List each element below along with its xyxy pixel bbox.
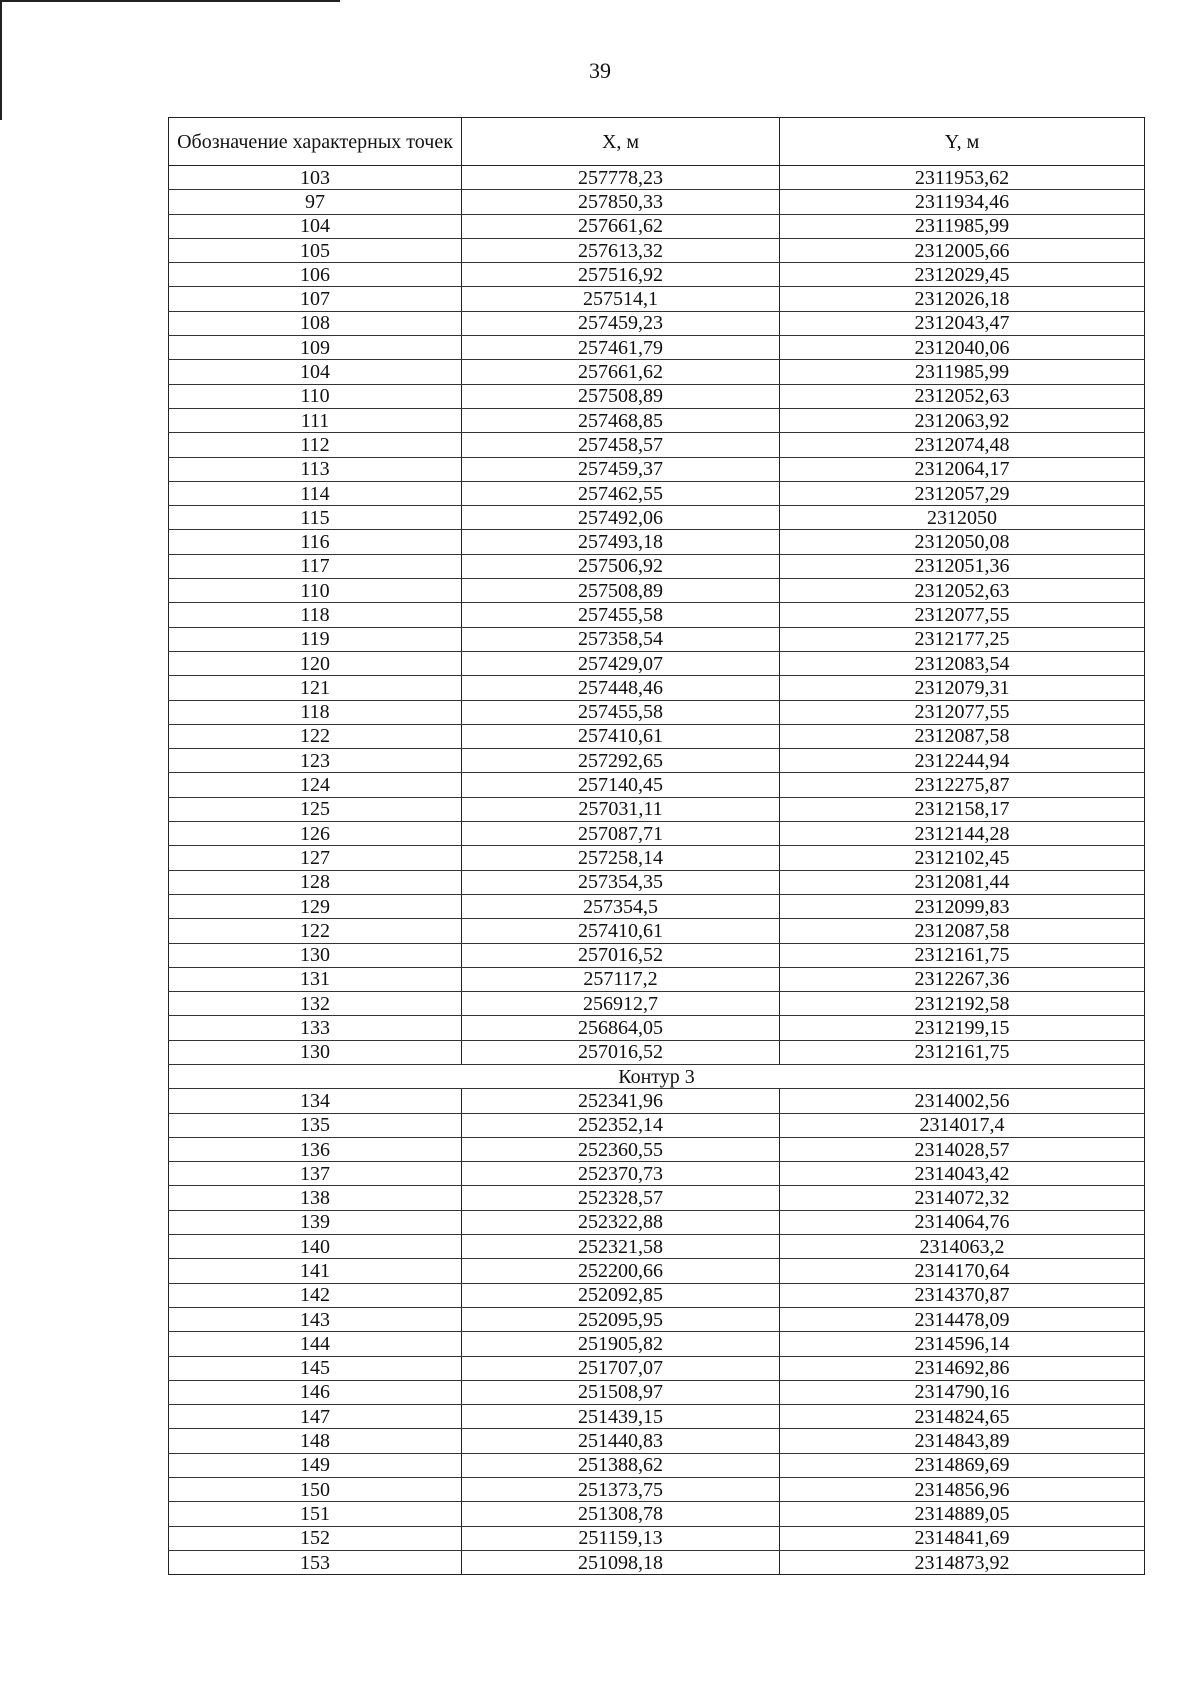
cell-x-value: 252370,73 xyxy=(462,1162,780,1186)
table-row xyxy=(169,1016,1145,1040)
table-row xyxy=(169,700,1145,724)
cell-y-value: 2312144,28 xyxy=(780,822,1145,846)
cell-x-value: 251439,15 xyxy=(462,1405,780,1429)
cell-x-value: 251388,62 xyxy=(462,1453,780,1477)
cell-y-value: 2312158,17 xyxy=(780,797,1145,821)
cell-point-id: 137 xyxy=(169,1162,462,1186)
table-row xyxy=(169,311,1145,335)
cell-x-value: 257410,61 xyxy=(462,919,780,943)
cell-y-value: 2312083,54 xyxy=(780,651,1145,675)
table-row xyxy=(169,214,1145,238)
cell-x-value: 257493,18 xyxy=(462,530,780,554)
cell-point-id: 141 xyxy=(169,1259,462,1283)
cell-y-value: 2314028,57 xyxy=(780,1137,1145,1161)
cell-x-value: 257778,23 xyxy=(462,166,780,190)
cell-x-value: 257506,92 xyxy=(462,554,780,578)
table-row xyxy=(169,238,1145,262)
table-row xyxy=(169,1356,1145,1380)
cell-x-value: 257117,2 xyxy=(462,967,780,991)
scan-edge-line-top xyxy=(0,0,340,2)
table-row xyxy=(169,1526,1145,1550)
table-row xyxy=(169,1478,1145,1502)
cell-x-value: 251098,18 xyxy=(462,1550,780,1574)
cell-x-value: 257514,1 xyxy=(462,287,780,311)
table-row xyxy=(169,894,1145,918)
cell-point-id: 121 xyxy=(169,676,462,700)
cell-x-value: 252360,55 xyxy=(462,1137,780,1161)
table-row xyxy=(169,481,1145,505)
cell-x-value: 251905,82 xyxy=(462,1332,780,1356)
cell-y-value: 2314170,64 xyxy=(780,1259,1145,1283)
table-row xyxy=(169,384,1145,408)
section-row xyxy=(169,1064,1145,1088)
table-row xyxy=(169,506,1145,530)
cell-x-value: 252095,95 xyxy=(462,1307,780,1331)
cell-point-id: 119 xyxy=(169,627,462,651)
cell-y-value: 2312081,44 xyxy=(780,870,1145,894)
cell-point-id: 153 xyxy=(169,1550,462,1574)
cell-point-id: 136 xyxy=(169,1137,462,1161)
cell-x-value: 257455,58 xyxy=(462,700,780,724)
cell-point-id: 118 xyxy=(169,700,462,724)
cell-point-id: 107 xyxy=(169,287,462,311)
cell-x-value: 251707,07 xyxy=(462,1356,780,1380)
cell-y-value: 2312052,63 xyxy=(780,579,1145,603)
table-row xyxy=(169,676,1145,700)
cell-y-value: 2311953,62 xyxy=(780,166,1145,190)
cell-y-value: 2312029,45 xyxy=(780,263,1145,287)
cell-point-id: 113 xyxy=(169,457,462,481)
cell-y-value: 2314869,69 xyxy=(780,1453,1145,1477)
page-number: 39 xyxy=(589,58,611,83)
cell-point-id: 151 xyxy=(169,1502,462,1526)
cell-y-value: 2312087,58 xyxy=(780,724,1145,748)
header-y-coordinate: Y, м xyxy=(780,118,1145,166)
cell-y-value: 2312192,58 xyxy=(780,992,1145,1016)
cell-point-id: 109 xyxy=(169,336,462,360)
cell-point-id: 105 xyxy=(169,238,462,262)
cell-x-value: 257850,33 xyxy=(462,190,780,214)
cell-x-value: 257613,32 xyxy=(462,238,780,262)
cell-y-value: 2312275,87 xyxy=(780,773,1145,797)
cell-y-value: 2311934,46 xyxy=(780,190,1145,214)
cell-y-value: 2314692,86 xyxy=(780,1356,1145,1380)
cell-x-value: 251159,13 xyxy=(462,1526,780,1550)
table-row xyxy=(169,1089,1145,1113)
table-row xyxy=(169,1405,1145,1429)
cell-point-id: 147 xyxy=(169,1405,462,1429)
cell-point-id: 112 xyxy=(169,433,462,457)
cell-x-value: 257448,46 xyxy=(462,676,780,700)
cell-y-value: 2312077,55 xyxy=(780,603,1145,627)
cell-x-value: 251440,83 xyxy=(462,1429,780,1453)
cell-x-value: 257140,45 xyxy=(462,773,780,797)
cell-point-id: 128 xyxy=(169,870,462,894)
cell-x-value: 257458,57 xyxy=(462,433,780,457)
table-row xyxy=(169,627,1145,651)
cell-x-value: 252092,85 xyxy=(462,1283,780,1307)
table-row xyxy=(169,967,1145,991)
table-row xyxy=(169,603,1145,627)
cell-y-value: 2312079,31 xyxy=(780,676,1145,700)
cell-point-id: 133 xyxy=(169,1016,462,1040)
cell-x-value: 252341,96 xyxy=(462,1089,780,1113)
cell-point-id: 124 xyxy=(169,773,462,797)
table-row xyxy=(169,724,1145,748)
table-header-row xyxy=(169,118,1145,166)
cell-point-id: 131 xyxy=(169,967,462,991)
cell-x-value: 257661,62 xyxy=(462,214,780,238)
cell-x-value: 257031,11 xyxy=(462,797,780,821)
cell-x-value: 257087,71 xyxy=(462,822,780,846)
cell-x-value: 257429,07 xyxy=(462,651,780,675)
cell-x-value: 257492,06 xyxy=(462,506,780,530)
cell-x-value: 257516,92 xyxy=(462,263,780,287)
cell-x-value: 257459,37 xyxy=(462,457,780,481)
cell-y-value: 2314856,96 xyxy=(780,1478,1145,1502)
cell-x-value: 257461,79 xyxy=(462,336,780,360)
table-row xyxy=(169,1186,1145,1210)
cell-y-value: 2312102,45 xyxy=(780,846,1145,870)
cell-y-value: 2312005,66 xyxy=(780,238,1145,262)
table-row xyxy=(169,287,1145,311)
cell-point-id: 142 xyxy=(169,1283,462,1307)
cell-y-value: 2314824,65 xyxy=(780,1405,1145,1429)
cell-point-id: 114 xyxy=(169,481,462,505)
table-row xyxy=(169,263,1145,287)
table-row xyxy=(169,166,1145,190)
cell-point-id: 115 xyxy=(169,506,462,530)
cell-y-value: 2314063,2 xyxy=(780,1235,1145,1259)
cell-y-value: 2314370,87 xyxy=(780,1283,1145,1307)
cell-point-id: 97 xyxy=(169,190,462,214)
cell-x-value: 257410,61 xyxy=(462,724,780,748)
cell-point-id: 104 xyxy=(169,360,462,384)
cell-y-value: 2312064,17 xyxy=(780,457,1145,481)
cell-point-id: 130 xyxy=(169,943,462,967)
cell-x-value: 252322,88 xyxy=(462,1210,780,1234)
table-row xyxy=(169,1235,1145,1259)
table-row xyxy=(169,1162,1145,1186)
table-row xyxy=(169,822,1145,846)
cell-point-id: 106 xyxy=(169,263,462,287)
cell-y-value: 2314478,09 xyxy=(780,1307,1145,1331)
table-row xyxy=(169,433,1145,457)
cell-y-value: 2311985,99 xyxy=(780,360,1145,384)
cell-x-value: 257354,35 xyxy=(462,870,780,894)
table-row xyxy=(169,1307,1145,1331)
cell-x-value: 257508,89 xyxy=(462,579,780,603)
cell-y-value: 2312087,58 xyxy=(780,919,1145,943)
table-row xyxy=(169,360,1145,384)
cell-x-value: 257661,62 xyxy=(462,360,780,384)
cell-x-value: 251508,97 xyxy=(462,1380,780,1404)
cell-y-value: 2312050 xyxy=(780,506,1145,530)
table-row xyxy=(169,943,1145,967)
cell-x-value: 257455,58 xyxy=(462,603,780,627)
cell-y-value: 2314072,32 xyxy=(780,1186,1145,1210)
cell-point-id: 132 xyxy=(169,992,462,1016)
table-row xyxy=(169,797,1145,821)
cell-y-value: 2312074,48 xyxy=(780,433,1145,457)
cell-x-value: 257462,55 xyxy=(462,481,780,505)
table-row xyxy=(169,408,1145,432)
cell-y-value: 2314043,42 xyxy=(780,1162,1145,1186)
table-row xyxy=(169,530,1145,554)
cell-point-id: 138 xyxy=(169,1186,462,1210)
cell-y-value: 2314017,4 xyxy=(780,1113,1145,1137)
cell-point-id: 148 xyxy=(169,1429,462,1453)
cell-y-value: 2312057,29 xyxy=(780,481,1145,505)
cell-x-value: 256864,05 xyxy=(462,1016,780,1040)
table-row xyxy=(169,1453,1145,1477)
table-row xyxy=(169,190,1145,214)
table-row xyxy=(169,992,1145,1016)
cell-x-value: 252328,57 xyxy=(462,1186,780,1210)
cell-y-value: 2312052,63 xyxy=(780,384,1145,408)
cell-point-id: 104 xyxy=(169,214,462,238)
cell-y-value: 2314002,56 xyxy=(780,1089,1145,1113)
cell-point-id: 150 xyxy=(169,1478,462,1502)
cell-x-value: 257358,54 xyxy=(462,627,780,651)
cell-point-id: 134 xyxy=(169,1089,462,1113)
cell-point-id: 120 xyxy=(169,651,462,675)
cell-x-value: 257468,85 xyxy=(462,408,780,432)
cell-y-value: 2314596,14 xyxy=(780,1332,1145,1356)
cell-point-id: 130 xyxy=(169,1040,462,1064)
cell-y-value: 2314843,89 xyxy=(780,1429,1145,1453)
cell-point-id: 140 xyxy=(169,1235,462,1259)
table-row xyxy=(169,1550,1145,1574)
cell-y-value: 2312063,92 xyxy=(780,408,1145,432)
table-row xyxy=(169,1210,1145,1234)
cell-y-value: 2312077,55 xyxy=(780,700,1145,724)
cell-y-value: 2312051,36 xyxy=(780,554,1145,578)
cell-point-id: 108 xyxy=(169,311,462,335)
table-row xyxy=(169,336,1145,360)
cell-x-value: 257016,52 xyxy=(462,943,780,967)
cell-point-id: 116 xyxy=(169,530,462,554)
table-row xyxy=(169,870,1145,894)
table-row xyxy=(169,457,1145,481)
cell-y-value: 2312050,08 xyxy=(780,530,1145,554)
table-row xyxy=(169,1283,1145,1307)
cell-y-value: 2312161,75 xyxy=(780,943,1145,967)
cell-y-value: 2312177,25 xyxy=(780,627,1145,651)
table-row xyxy=(169,554,1145,578)
cell-x-value: 257508,89 xyxy=(462,384,780,408)
cell-x-value: 251373,75 xyxy=(462,1478,780,1502)
cell-y-value: 2314790,16 xyxy=(780,1380,1145,1404)
cell-x-value: 252352,14 xyxy=(462,1113,780,1137)
table-row xyxy=(169,1380,1145,1404)
cell-point-id: 110 xyxy=(169,579,462,603)
cell-x-value: 257292,65 xyxy=(462,749,780,773)
cell-y-value: 2312161,75 xyxy=(780,1040,1145,1064)
cell-point-id: 135 xyxy=(169,1113,462,1137)
table-row xyxy=(169,1259,1145,1283)
cell-point-id: 118 xyxy=(169,603,462,627)
table-row xyxy=(169,579,1145,603)
cell-x-value: 257258,14 xyxy=(462,846,780,870)
cell-y-value: 2314841,69 xyxy=(780,1526,1145,1550)
cell-point-id: 143 xyxy=(169,1307,462,1331)
cell-y-value: 2312099,83 xyxy=(780,894,1145,918)
table-row xyxy=(169,749,1145,773)
cell-point-id: 146 xyxy=(169,1380,462,1404)
cell-point-id: 103 xyxy=(169,166,462,190)
table-body xyxy=(169,166,1145,1575)
cell-y-value: 2314889,05 xyxy=(780,1502,1145,1526)
cell-point-id: 123 xyxy=(169,749,462,773)
cell-y-value: 2314873,92 xyxy=(780,1550,1145,1574)
cell-y-value: 2312040,06 xyxy=(780,336,1145,360)
table-row xyxy=(169,1113,1145,1137)
cell-point-id: 122 xyxy=(169,724,462,748)
cell-y-value: 2312267,36 xyxy=(780,967,1145,991)
cell-point-id: 152 xyxy=(169,1526,462,1550)
cell-x-value: 256912,7 xyxy=(462,992,780,1016)
table-row xyxy=(169,1502,1145,1526)
table-row xyxy=(169,1040,1145,1064)
cell-point-id: 145 xyxy=(169,1356,462,1380)
cell-point-id: 117 xyxy=(169,554,462,578)
cell-point-id: 111 xyxy=(169,408,462,432)
header-point-designation: Обозначение характерных точек xyxy=(169,118,462,166)
cell-point-id: 149 xyxy=(169,1453,462,1477)
cell-point-id: 110 xyxy=(169,384,462,408)
cell-y-value: 2312244,94 xyxy=(780,749,1145,773)
cell-x-value: 257459,23 xyxy=(462,311,780,335)
cell-point-id: 127 xyxy=(169,846,462,870)
cell-x-value: 257016,52 xyxy=(462,1040,780,1064)
table-row xyxy=(169,651,1145,675)
cell-y-value: 2314064,76 xyxy=(780,1210,1145,1234)
cell-x-value: 252200,66 xyxy=(462,1259,780,1283)
cell-point-id: 144 xyxy=(169,1332,462,1356)
cell-y-value: 2312043,47 xyxy=(780,311,1145,335)
cell-point-id: 125 xyxy=(169,797,462,821)
cell-point-id: 122 xyxy=(169,919,462,943)
cell-point-id: 129 xyxy=(169,894,462,918)
table-row xyxy=(169,846,1145,870)
cell-x-value: 252321,58 xyxy=(462,1235,780,1259)
header-x-coordinate: X, м xyxy=(462,118,780,166)
cell-point-id: 126 xyxy=(169,822,462,846)
cell-x-value: 257354,5 xyxy=(462,894,780,918)
cell-y-value: 2311985,99 xyxy=(780,214,1145,238)
table-row xyxy=(169,1137,1145,1161)
cell-point-id: 139 xyxy=(169,1210,462,1234)
cell-y-value: 2312026,18 xyxy=(780,287,1145,311)
cell-y-value: 2312199,15 xyxy=(780,1016,1145,1040)
table-row xyxy=(169,1332,1145,1356)
cell-x-value: 251308,78 xyxy=(462,1502,780,1526)
table-row xyxy=(169,773,1145,797)
table-row xyxy=(169,1429,1145,1453)
section-label: Контур 3 xyxy=(169,1064,1145,1088)
coordinates-table xyxy=(168,117,1145,1575)
table-row xyxy=(169,919,1145,943)
